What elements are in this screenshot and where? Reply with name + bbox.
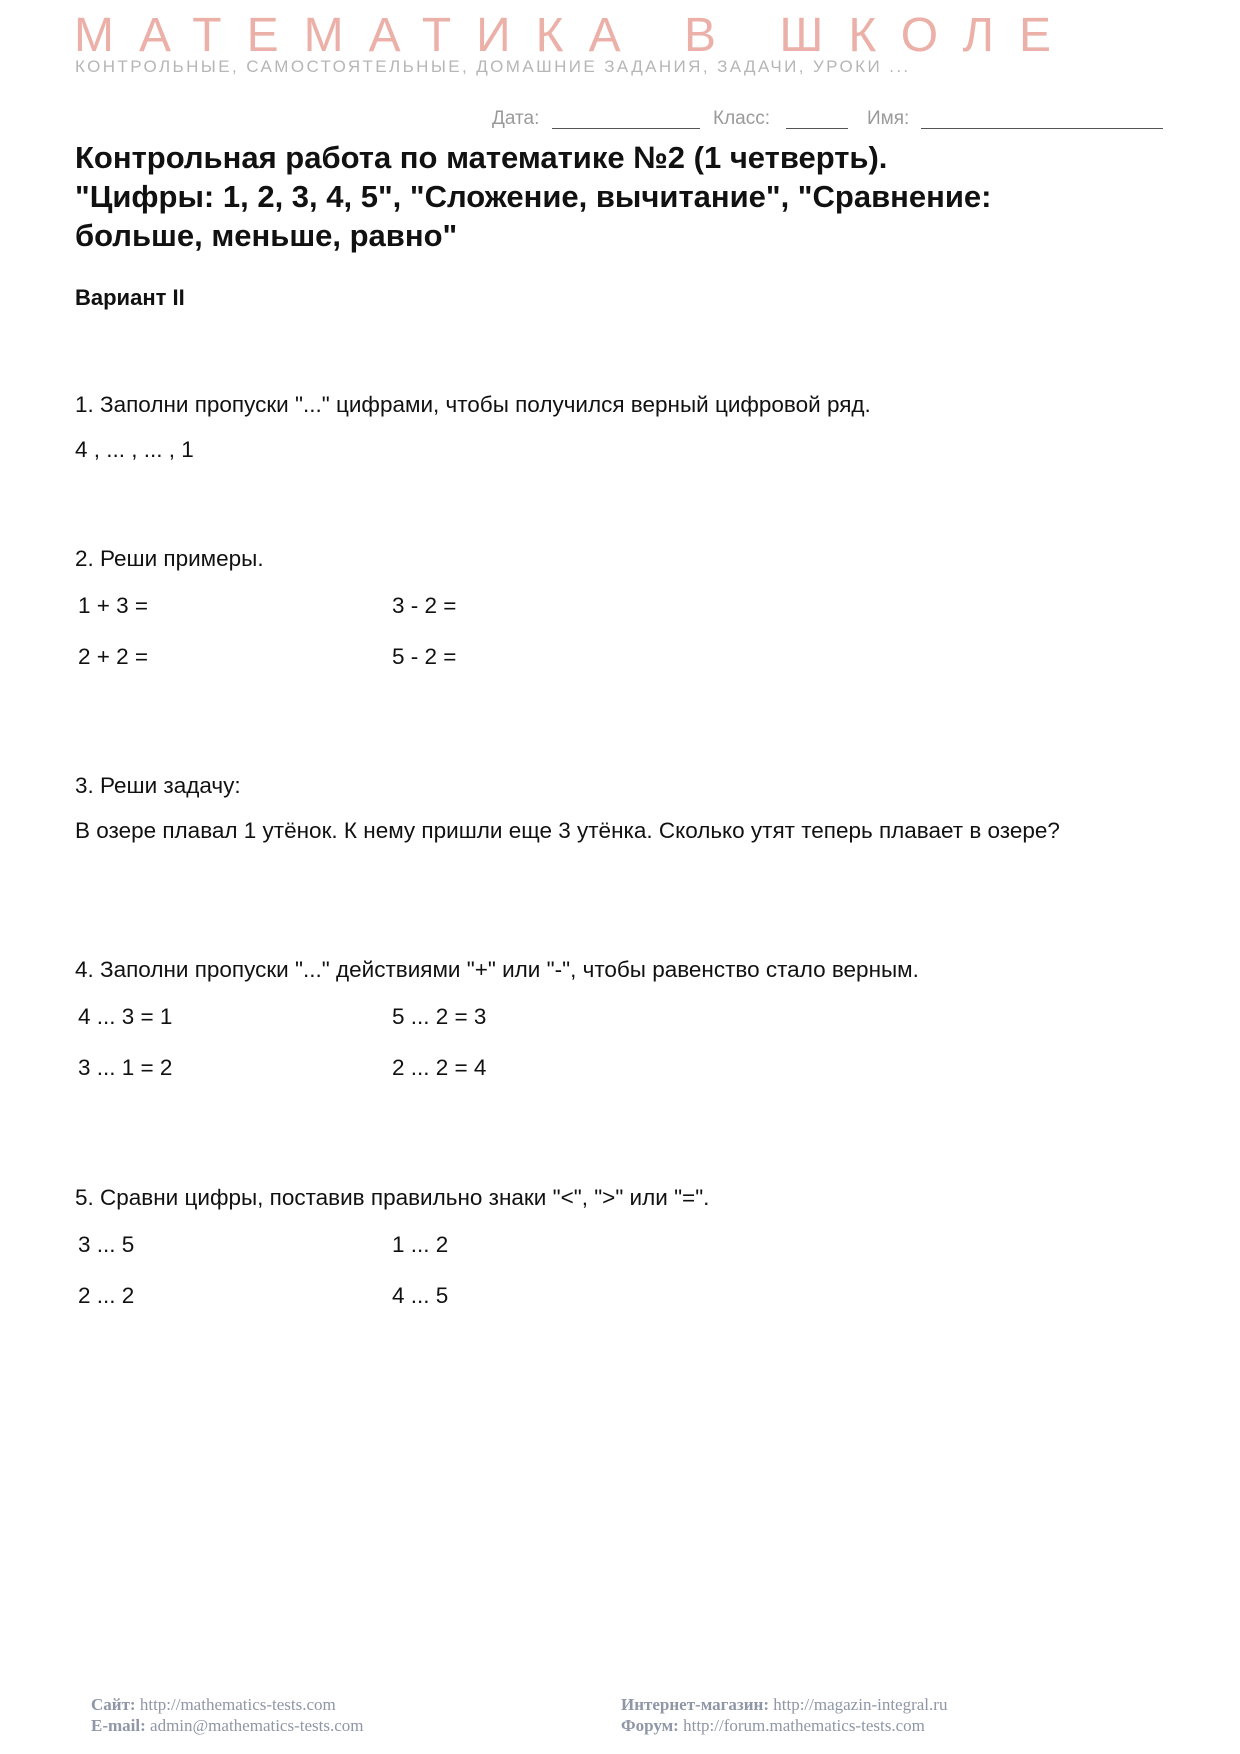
date-field[interactable] bbox=[552, 128, 700, 129]
class-field[interactable] bbox=[786, 128, 848, 129]
task-2-item: 3 - 2 = bbox=[392, 593, 457, 618]
variant-label: Вариант II bbox=[75, 285, 185, 310]
task-3-prompt: 3. Реши задачу: bbox=[75, 773, 241, 798]
page-title bbox=[75, 138, 1135, 255]
task-2-item: 5 - 2 = bbox=[392, 644, 457, 669]
footer-email-link[interactable]: admin@mathematics-tests.com bbox=[150, 1716, 364, 1735]
footer-shop-link[interactable]: http://magazin-integral.ru bbox=[773, 1695, 948, 1714]
footer-forum bbox=[621, 1716, 925, 1736]
name-label: Имя: bbox=[867, 108, 910, 129]
title-line-2: "Цифры: 1, 2, 3, 4, 5", "Сложение, вычитание", "Сравнение: bbox=[75, 179, 992, 214]
footer-email bbox=[91, 1716, 364, 1736]
task-5-item: 2 ... 2 bbox=[78, 1283, 135, 1308]
title-line-3: больше, меньше, равно" bbox=[75, 218, 458, 253]
task-2-prompt: 2. Реши примеры. bbox=[75, 546, 264, 571]
task-1-prompt: 1. Заполни пропуски "..." цифрами, чтобы получился верный цифровой ряд. bbox=[75, 392, 871, 417]
task-4-item: 4 ... 3 = 1 bbox=[78, 1004, 173, 1029]
title-line-1: Контрольная работа по математике №2 (1 четверть). bbox=[75, 140, 888, 175]
footer-forum-label: Форум: bbox=[621, 1716, 679, 1735]
task-3-text: В озере плавал 1 утёнок. К нему пришли еще 3 утёнка. Сколько утят теперь плавает в озере? bbox=[75, 818, 1060, 843]
site-tagline: КОНТРОЛЬНЫЕ, САМОСТОЯТЕЛЬНЫЕ, ДОМАШНИЕ ЗАДАНИЯ, ЗАДАЧИ, УРОКИ ... bbox=[75, 57, 911, 76]
date-label: Дата: bbox=[492, 108, 540, 129]
task-2-item: 2 + 2 = bbox=[78, 644, 149, 669]
footer-shop bbox=[621, 1695, 947, 1715]
footer-shop-label: Интернет-магазин: bbox=[621, 1695, 769, 1714]
task-4-item: 5 ... 2 = 3 bbox=[392, 1004, 487, 1029]
task-1-row: 4 , ... , ... , 1 bbox=[75, 437, 194, 462]
task-4-item: 3 ... 1 = 2 bbox=[78, 1055, 173, 1080]
footer-site-link[interactable]: http://mathematics-tests.com bbox=[139, 1695, 336, 1714]
task-5-item: 4 ... 5 bbox=[392, 1283, 449, 1308]
site-brand: МАТЕМАТИКА В ШКОЛЕ bbox=[74, 9, 1077, 62]
task-5-prompt: 5. Сравни цифры, поставив правильно знаки "<", ">" или "=". bbox=[75, 1185, 710, 1210]
footer-forum-link[interactable]: http://forum.mathematics-tests.com bbox=[683, 1716, 925, 1735]
name-field[interactable] bbox=[921, 128, 1163, 129]
footer-site-label: Сайт: bbox=[91, 1695, 136, 1714]
task-2-item: 1 + 3 = bbox=[78, 593, 149, 618]
task-5-item: 1 ... 2 bbox=[392, 1232, 449, 1257]
task-4-prompt: 4. Заполни пропуски "..." действиями "+" или "-", чтобы равенство стало верным. bbox=[75, 957, 919, 982]
footer-site bbox=[91, 1695, 336, 1715]
footer-email-label: E-mail: bbox=[91, 1716, 146, 1735]
class-label: Класс: bbox=[713, 108, 770, 129]
task-5-item: 3 ... 5 bbox=[78, 1232, 135, 1257]
task-4-item: 2 ... 2 = 4 bbox=[392, 1055, 487, 1080]
